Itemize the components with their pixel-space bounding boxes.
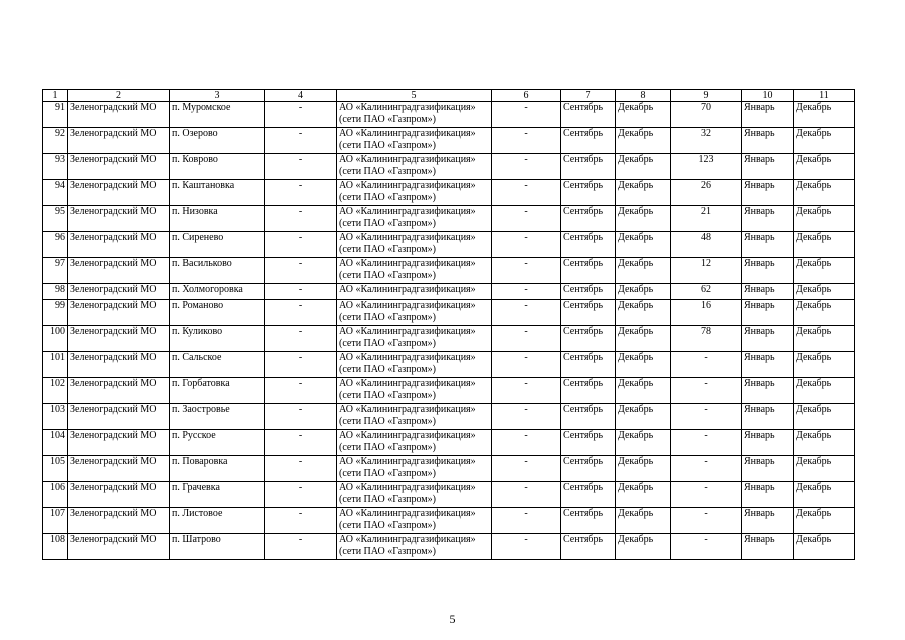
organization-name: АО «Калининградгазификация» — [339, 378, 476, 389]
month-end-cell: Декабрь — [616, 300, 671, 326]
district-cell: Зеленоградский МО — [68, 430, 170, 456]
month-end-cell: Декабрь — [616, 326, 671, 352]
month-from-cell: Январь — [742, 430, 794, 456]
organization-network-note: (сети ПАО «Газпром») — [339, 520, 436, 531]
month-to-cell: Декабрь — [794, 206, 855, 232]
organization-network-note: (сети ПАО «Газпром») — [339, 546, 436, 557]
month-from-cell: Январь — [742, 326, 794, 352]
month-end-cell: Декабрь — [616, 508, 671, 534]
month-start-cell: Сентябрь — [561, 180, 616, 206]
district-cell: Зеленоградский МО — [68, 102, 170, 128]
month-start-cell: Сентябрь — [561, 456, 616, 482]
month-start-cell: Сентябрь — [561, 430, 616, 456]
month-from-cell: Январь — [742, 534, 794, 560]
organization-name: АО «Калининградгазификация» — [339, 128, 476, 139]
count-cell: - — [671, 508, 742, 534]
organization-network-note: (сети ПАО «Газпром») — [339, 338, 436, 349]
month-from-cell: Январь — [742, 508, 794, 534]
month-end-cell: Декабрь — [616, 206, 671, 232]
table-row — [43, 154, 855, 180]
month-to-cell: Декабрь — [794, 180, 855, 206]
month-end-cell: Декабрь — [616, 232, 671, 258]
table-row — [43, 456, 855, 482]
column-header: 8 — [616, 90, 671, 102]
col4-cell: - — [265, 258, 337, 284]
organization-cell — [337, 456, 492, 482]
month-from-cell: Январь — [742, 102, 794, 128]
month-start-cell: Сентябрь — [561, 300, 616, 326]
settlement-cell: п. Заостровье — [170, 404, 265, 430]
row-number-cell: 102 — [43, 378, 68, 404]
month-from-cell: Январь — [742, 456, 794, 482]
settlement-cell: п. Шатрово — [170, 534, 265, 560]
district-cell: Зеленоградский МО — [68, 404, 170, 430]
month-end-cell: Декабрь — [616, 258, 671, 284]
page-number: 5 — [449, 612, 456, 626]
organization-cell — [337, 508, 492, 534]
organization-network-note: (сети ПАО «Газпром») — [339, 416, 436, 427]
settlement-cell: п. Холмогоровка — [170, 284, 265, 300]
col6-cell: - — [492, 300, 561, 326]
table-row — [43, 300, 855, 326]
district-cell: Зеленоградский МО — [68, 456, 170, 482]
col4-cell: - — [265, 206, 337, 232]
column-header: 2 — [68, 90, 170, 102]
col6-cell: - — [492, 128, 561, 154]
organization-name: АО «Калининградгазификация» — [339, 456, 476, 467]
settlement-cell: п. Сиренево — [170, 232, 265, 258]
row-number-cell: 97 — [43, 258, 68, 284]
column-header: 4 — [265, 90, 337, 102]
table-row — [43, 326, 855, 352]
month-from-cell: Январь — [742, 128, 794, 154]
organization-name: АО «Калининградгазификация» — [339, 232, 476, 243]
col4-cell: - — [265, 456, 337, 482]
month-from-cell: Январь — [742, 206, 794, 232]
count-cell: 12 — [671, 258, 742, 284]
col6-cell: - — [492, 352, 561, 378]
month-start-cell: Сентябрь — [561, 508, 616, 534]
district-cell: Зеленоградский МО — [68, 258, 170, 284]
count-cell: 48 — [671, 232, 742, 258]
organization-network-note: (сети ПАО «Газпром») — [339, 494, 436, 505]
row-number-cell: 99 — [43, 300, 68, 326]
col6-cell: - — [492, 180, 561, 206]
district-cell: Зеленоградский МО — [68, 232, 170, 258]
count-cell: 21 — [671, 206, 742, 232]
col4-cell: - — [265, 180, 337, 206]
organization-network-note: (сети ПАО «Газпром») — [339, 166, 436, 177]
month-from-cell: Январь — [742, 404, 794, 430]
settlement-cell: п. Коврово — [170, 154, 265, 180]
settlement-cell: п. Русское — [170, 430, 265, 456]
month-end-cell: Декабрь — [616, 154, 671, 180]
column-header: 5 — [337, 90, 492, 102]
row-number-cell: 91 — [43, 102, 68, 128]
row-number-cell: 94 — [43, 180, 68, 206]
table-row — [43, 180, 855, 206]
organization-name: АО «Калининградгазификация» — [339, 326, 476, 337]
district-cell: Зеленоградский МО — [68, 180, 170, 206]
district-cell: Зеленоградский МО — [68, 300, 170, 326]
organization-network-note: (сети ПАО «Газпром») — [339, 312, 436, 323]
col6-cell: - — [492, 482, 561, 508]
table-row — [43, 352, 855, 378]
organization-name: АО «Калининградгазификация» — [339, 404, 476, 415]
col4-cell: - — [265, 482, 337, 508]
count-cell: - — [671, 352, 742, 378]
month-to-cell: Декабрь — [794, 326, 855, 352]
month-start-cell: Сентябрь — [561, 326, 616, 352]
row-number-cell: 107 — [43, 508, 68, 534]
month-to-cell: Декабрь — [794, 534, 855, 560]
month-from-cell: Январь — [742, 482, 794, 508]
row-number-cell: 101 — [43, 352, 68, 378]
organization-network-note: (сети ПАО «Газпром») — [339, 140, 436, 151]
settlement-cell: п. Горбатовка — [170, 378, 265, 404]
count-cell: 16 — [671, 300, 742, 326]
district-cell: Зеленоградский МО — [68, 326, 170, 352]
table-row — [43, 102, 855, 128]
column-number-header-row — [43, 90, 855, 102]
district-cell: Зеленоградский МО — [68, 378, 170, 404]
month-to-cell: Декабрь — [794, 378, 855, 404]
settlement-cell: п. Сальское — [170, 352, 265, 378]
district-cell: Зеленоградский МО — [68, 128, 170, 154]
row-number-cell: 93 — [43, 154, 68, 180]
count-cell: - — [671, 482, 742, 508]
month-start-cell: Сентябрь — [561, 378, 616, 404]
col4-cell: - — [265, 154, 337, 180]
organization-name: АО «Калининградгазификация» — [339, 300, 476, 311]
organization-cell — [337, 534, 492, 560]
organization-name: АО «Калининградгазификация» — [339, 154, 476, 165]
organization-name: АО «Калининградгазификация» — [339, 102, 476, 113]
count-cell: 78 — [671, 326, 742, 352]
organization-name: АО «Калининградгазификация» — [339, 352, 476, 363]
month-to-cell: Декабрь — [794, 430, 855, 456]
col6-cell: - — [492, 378, 561, 404]
row-number-cell: 98 — [43, 284, 68, 300]
organization-cell — [337, 232, 492, 258]
col4-cell: - — [265, 378, 337, 404]
table-row — [43, 534, 855, 560]
month-end-cell: Декабрь — [616, 456, 671, 482]
organization-cell — [337, 352, 492, 378]
count-cell: - — [671, 378, 742, 404]
month-end-cell: Декабрь — [616, 378, 671, 404]
column-header: 3 — [170, 90, 265, 102]
organization-cell — [337, 326, 492, 352]
col6-cell: - — [492, 206, 561, 232]
organization-name: АО «Калининградгазификация» — [339, 430, 476, 441]
month-end-cell: Декабрь — [616, 102, 671, 128]
organization-name: АО «Калининградгазификация» — [339, 284, 476, 295]
table-row — [43, 128, 855, 154]
col6-cell: - — [492, 326, 561, 352]
col4-cell: - — [265, 300, 337, 326]
row-number-cell: 106 — [43, 482, 68, 508]
month-to-cell: Декабрь — [794, 232, 855, 258]
organization-network-note: (сети ПАО «Газпром») — [339, 468, 436, 479]
col6-cell: - — [492, 456, 561, 482]
organization-name: АО «Калининградгазификация» — [339, 180, 476, 191]
organization-network-note: (сети ПАО «Газпром») — [339, 442, 436, 453]
table-row — [43, 232, 855, 258]
month-start-cell: Сентябрь — [561, 128, 616, 154]
month-start-cell: Сентябрь — [561, 258, 616, 284]
count-cell: - — [671, 456, 742, 482]
row-number-cell: 95 — [43, 206, 68, 232]
col4-cell: - — [265, 430, 337, 456]
table-row — [43, 430, 855, 456]
col4-cell: - — [265, 232, 337, 258]
month-from-cell: Январь — [742, 154, 794, 180]
month-from-cell: Январь — [742, 284, 794, 300]
month-end-cell: Декабрь — [616, 180, 671, 206]
col4-cell: - — [265, 326, 337, 352]
month-from-cell: Январь — [742, 352, 794, 378]
count-cell: 62 — [671, 284, 742, 300]
month-to-cell: Декабрь — [794, 154, 855, 180]
month-to-cell: Декабрь — [794, 128, 855, 154]
column-header: 1 — [43, 90, 68, 102]
organization-name: АО «Калининградгазификация» — [339, 206, 476, 217]
district-cell: Зеленоградский МО — [68, 284, 170, 300]
col6-cell: - — [492, 258, 561, 284]
month-to-cell: Декабрь — [794, 482, 855, 508]
organization-cell — [337, 128, 492, 154]
month-to-cell: Декабрь — [794, 102, 855, 128]
col4-cell: - — [265, 352, 337, 378]
settlement-cell: п. Поваровка — [170, 456, 265, 482]
table-row — [43, 508, 855, 534]
month-end-cell: Декабрь — [616, 352, 671, 378]
table-row — [43, 284, 855, 300]
gasification-schedule-table — [42, 89, 855, 560]
month-from-cell: Январь — [742, 300, 794, 326]
month-start-cell: Сентябрь — [561, 534, 616, 560]
month-start-cell: Сентябрь — [561, 232, 616, 258]
row-number-cell: 105 — [43, 456, 68, 482]
count-cell: 26 — [671, 180, 742, 206]
organization-cell — [337, 300, 492, 326]
settlement-cell: п. Васильково — [170, 258, 265, 284]
month-to-cell: Декабрь — [794, 258, 855, 284]
col4-cell: - — [265, 534, 337, 560]
column-header: 7 — [561, 90, 616, 102]
settlement-cell: п. Куликово — [170, 326, 265, 352]
row-number-cell: 100 — [43, 326, 68, 352]
month-start-cell: Сентябрь — [561, 482, 616, 508]
organization-network-note: (сети ПАО «Газпром») — [339, 192, 436, 203]
district-cell: Зеленоградский МО — [68, 352, 170, 378]
organization-cell — [337, 102, 492, 128]
column-header: 11 — [794, 90, 855, 102]
table-row — [43, 404, 855, 430]
col6-cell: - — [492, 404, 561, 430]
count-cell: - — [671, 404, 742, 430]
organization-cell — [337, 206, 492, 232]
col4-cell: - — [265, 102, 337, 128]
col6-cell: - — [492, 154, 561, 180]
row-number-cell: 103 — [43, 404, 68, 430]
organization-name: АО «Калининградгазификация» — [339, 258, 476, 269]
count-cell: 123 — [671, 154, 742, 180]
col4-cell: - — [265, 508, 337, 534]
col4-cell: - — [265, 284, 337, 300]
month-from-cell: Январь — [742, 258, 794, 284]
month-start-cell: Сентябрь — [561, 102, 616, 128]
month-start-cell: Сентябрь — [561, 206, 616, 232]
col6-cell: - — [492, 508, 561, 534]
month-start-cell: Сентябрь — [561, 404, 616, 430]
district-cell: Зеленоградский МО — [68, 206, 170, 232]
district-cell: Зеленоградский МО — [68, 508, 170, 534]
organization-network-note: (сети ПАО «Газпром») — [339, 244, 436, 255]
month-end-cell: Декабрь — [616, 482, 671, 508]
month-end-cell: Декабрь — [616, 404, 671, 430]
organization-cell — [337, 258, 492, 284]
organization-network-note: (сети ПАО «Газпром») — [339, 218, 436, 229]
organization-cell — [337, 430, 492, 456]
table-row — [43, 378, 855, 404]
month-to-cell: Декабрь — [794, 404, 855, 430]
month-from-cell: Январь — [742, 378, 794, 404]
settlement-cell: п. Каштановка — [170, 180, 265, 206]
organization-name: АО «Калининградгазификация» — [339, 482, 476, 493]
month-to-cell: Декабрь — [794, 352, 855, 378]
col6-cell: - — [492, 284, 561, 300]
column-header: 10 — [742, 90, 794, 102]
settlement-cell: п. Листовое — [170, 508, 265, 534]
district-cell: Зеленоградский МО — [68, 482, 170, 508]
settlement-cell: п. Грачевка — [170, 482, 265, 508]
month-start-cell: Сентябрь — [561, 154, 616, 180]
col6-cell: - — [492, 534, 561, 560]
col4-cell: - — [265, 128, 337, 154]
month-end-cell: Декабрь — [616, 534, 671, 560]
row-number-cell: 104 — [43, 430, 68, 456]
settlement-cell: п. Низовка — [170, 206, 265, 232]
organization-name: АО «Калининградгазификация» — [339, 508, 476, 519]
organization-cell — [337, 284, 492, 300]
month-from-cell: Январь — [742, 232, 794, 258]
settlement-cell: п. Озерово — [170, 128, 265, 154]
district-cell: Зеленоградский МО — [68, 534, 170, 560]
settlement-cell: п. Муромское — [170, 102, 265, 128]
organization-network-note: (сети ПАО «Газпром») — [339, 270, 436, 281]
settlement-cell: п. Романово — [170, 300, 265, 326]
month-start-cell: Сентябрь — [561, 284, 616, 300]
count-cell: 70 — [671, 102, 742, 128]
month-to-cell: Декабрь — [794, 284, 855, 300]
organization-network-note: (сети ПАО «Газпром») — [339, 390, 436, 401]
month-to-cell: Декабрь — [794, 508, 855, 534]
table-row — [43, 206, 855, 232]
organization-cell — [337, 404, 492, 430]
count-cell: 32 — [671, 128, 742, 154]
count-cell: - — [671, 534, 742, 560]
month-end-cell: Декабрь — [616, 284, 671, 300]
month-to-cell: Декабрь — [794, 456, 855, 482]
organization-network-note: (сети ПАО «Газпром») — [339, 114, 436, 125]
column-header: 6 — [492, 90, 561, 102]
month-from-cell: Январь — [742, 180, 794, 206]
col6-cell: - — [492, 102, 561, 128]
month-to-cell: Декабрь — [794, 300, 855, 326]
col6-cell: - — [492, 232, 561, 258]
row-number-cell: 92 — [43, 128, 68, 154]
month-start-cell: Сентябрь — [561, 352, 616, 378]
col6-cell: - — [492, 430, 561, 456]
organization-network-note: (сети ПАО «Газпром») — [339, 364, 436, 375]
table-row — [43, 258, 855, 284]
organization-cell — [337, 180, 492, 206]
table-row — [43, 482, 855, 508]
organization-cell — [337, 482, 492, 508]
row-number-cell: 108 — [43, 534, 68, 560]
month-end-cell: Декабрь — [616, 430, 671, 456]
organization-name: АО «Калининградгазификация» — [339, 534, 476, 545]
col4-cell: - — [265, 404, 337, 430]
organization-cell — [337, 154, 492, 180]
count-cell: - — [671, 430, 742, 456]
column-header: 9 — [671, 90, 742, 102]
district-cell: Зеленоградский МО — [68, 154, 170, 180]
organization-cell — [337, 378, 492, 404]
month-end-cell: Декабрь — [616, 128, 671, 154]
row-number-cell: 96 — [43, 232, 68, 258]
